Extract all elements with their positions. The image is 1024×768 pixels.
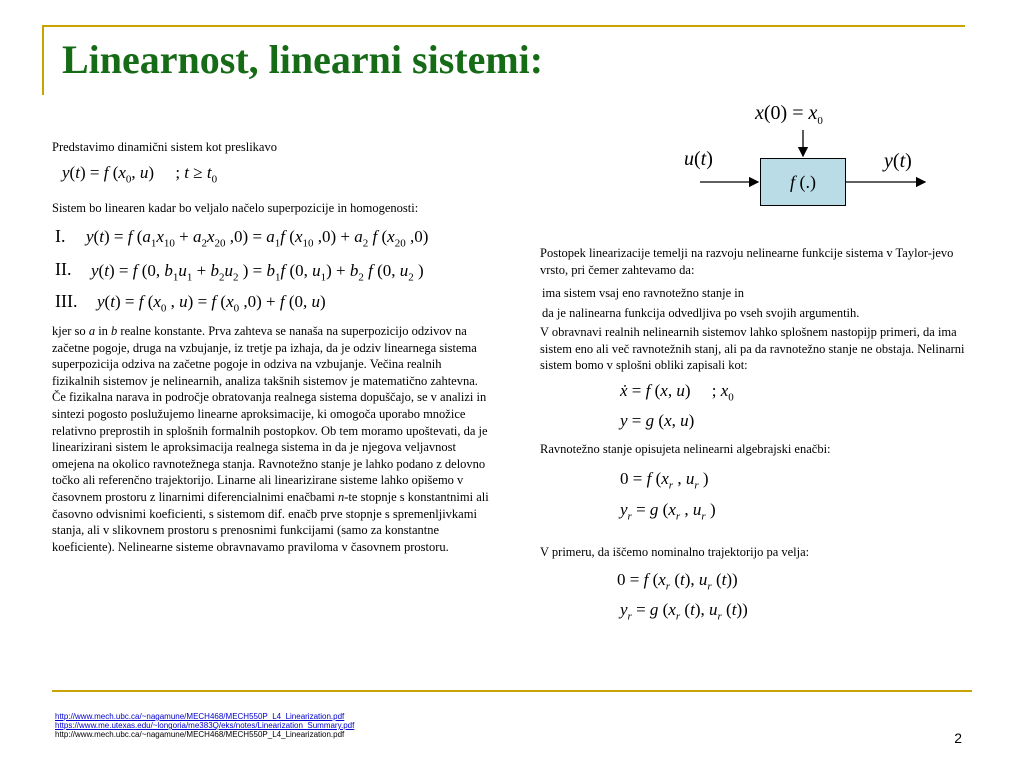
page-number: 2 — [954, 730, 962, 746]
equation-equilibrium-state: 0 = f ($x_r$ , $u_r$ ) — [620, 469, 709, 492]
linearization-intro: Postopek linearizacije temelji na razvoju nelinearne funkcije sistema v Taylor-jevo vrsto, pri čemer zahtevamo da: — [540, 246, 954, 277]
equation-map: y(t) = f ($x_0$, u) ; $t \ge t_0$ — [62, 163, 218, 186]
item-label-3: III. — [55, 291, 78, 311]
output-label: y(t) — [884, 150, 912, 172]
intro-text: Predstavimo dinamični sistem kot preslikavo — [52, 140, 277, 154]
nonlinear-intro: V obravnavi realnih nelinearnih sistemov lahko splošnem nastopijp primeri, da ima sistem eno ali več ravnotežnih stanj, ali pa da ravnotežno stanje ne obstaja. Nelinarni sistem bomo v splošni obliki zapisali kot: — [540, 325, 965, 373]
equilibrium-intro: Ravnotežno stanje opisujeta nelinearni algebrajski enačbi: — [540, 442, 831, 456]
equation-trajectory-output: $y_r = g$ ($x_r$ (t), $u_r$ (t)) — [620, 600, 748, 623]
requirement-1: ima sistem vsaj eno ravnotežno stanje in — [542, 286, 745, 300]
equation-superposition-initial: y(t) = f ($a_1x_{10} + a_2x_{20}$ $,0) = a_1f$ ($x_{10}$ $,0) + a_2$ f ($x_{20}$ ,0) — [86, 227, 429, 250]
equation-trajectory-state: 0 = f ($x_r$ (t), $u_r$ (t)) — [617, 570, 738, 593]
body-paragraph: kjer so a in b realne konstante. Prva zahteva se nanaša na superpozicijo odzivov na začetne pogoje, druga na vzbujanje, iz tretje pa izhaja, da je odziv linearnega sistema superpozicija odziva na začetne pogoje in odziva na vzbujanje. Večina realnih fizikalnih sistemov je nelinearnih, analiza takšnih sistemov je matematično zahtevna. Če fizikalna narava in področje obratovanja realnega sistema dopuščajo, se v analizi in sintezi pogosto poslužujemo linearne aproksimacije, ki omogoča uporabo množice relativno preprostih in splošnih formalnih postopkov. Ob tem moramo upoštevati, da je linearizirani sistem le aproksimacija realnega sistema in da je njegova veljavnost omejena na okolico ravnotežnega stanja. Ravnotežno stanje je lahko podano z delovno točko ali referenčno trajektorijo. Linarne ali linearizirane sisteme lahko opišemo v časovnem prostoru z linarnimi diferencialnimi enačbami n-te stopnje s konstantnimi ali časovno odvisnimi koeficienti, s sistemom dif. enačb prve stopnje s spremenljivkami stanja, ali v slikovnem prostoru s prenosnimi funkcijami (samo za konstantne koeficiente). Nelinearne sisteme obravnavamo praviloma v časovnem prostoru. — [52, 324, 489, 554]
equation-decomposition: y(t) = f ($x_0$ , u) = f ($x_0$ ,0) + f (0, u) — [97, 292, 326, 315]
initial-condition-label: $x(0) = x_0$ — [755, 102, 823, 127]
system-block-label: f (.) — [789, 171, 816, 192]
left-rule — [42, 25, 44, 95]
footnote-link-1[interactable]: http://www.mech.ubc.ca/~nagamune/MECH468/MECH550P_L4_Linearization.pdf — [55, 712, 345, 721]
condition-text: Sistem bo linearen kadar bo veljalo načelo superpozicije in homogenosti: — [52, 201, 419, 215]
trajectory-intro: V primeru, da iščemo nominalno trajektorijo pa velja: — [540, 545, 810, 559]
footnote-link-2[interactable]: https://www.me.utexas.edu/~longoria/me383Q/eks/notes/Linearization_Summary.pdf — [55, 721, 355, 730]
system-block — [760, 158, 846, 206]
equation-state: ẋ = f (x, u) ; $x_0$ — [620, 381, 734, 404]
top-rule — [42, 25, 965, 27]
input-label: u(t) — [684, 148, 713, 170]
slide-title: Linearnost, linearni sistemi: — [62, 37, 544, 82]
equation-equilibrium-output: $y_r = g$ ($x_r$ , $u_r$ ) — [620, 500, 716, 523]
footnote-text-3: http://www.mech.ubc.ca/~nagamune/MECH468/MECH550P_L4_Linearization.pdf — [55, 730, 345, 739]
bottom-rule — [52, 690, 972, 692]
item-label-1: I. — [55, 226, 66, 246]
equation-output: y = g (x, u) — [620, 411, 695, 430]
footnotes — [55, 712, 354, 739]
requirement-2: da je nalinearna funkcija odvedljiva po vseh svojih argumentih. — [542, 306, 860, 320]
item-label-2: II. — [55, 259, 72, 279]
equation-superposition-input: y(t) = f (0, $b_1u_1 + b_2u_2$ ) = $b_1f$ (0, $u_1) + b_2$ f (0, $u_2$ ) — [91, 261, 424, 284]
